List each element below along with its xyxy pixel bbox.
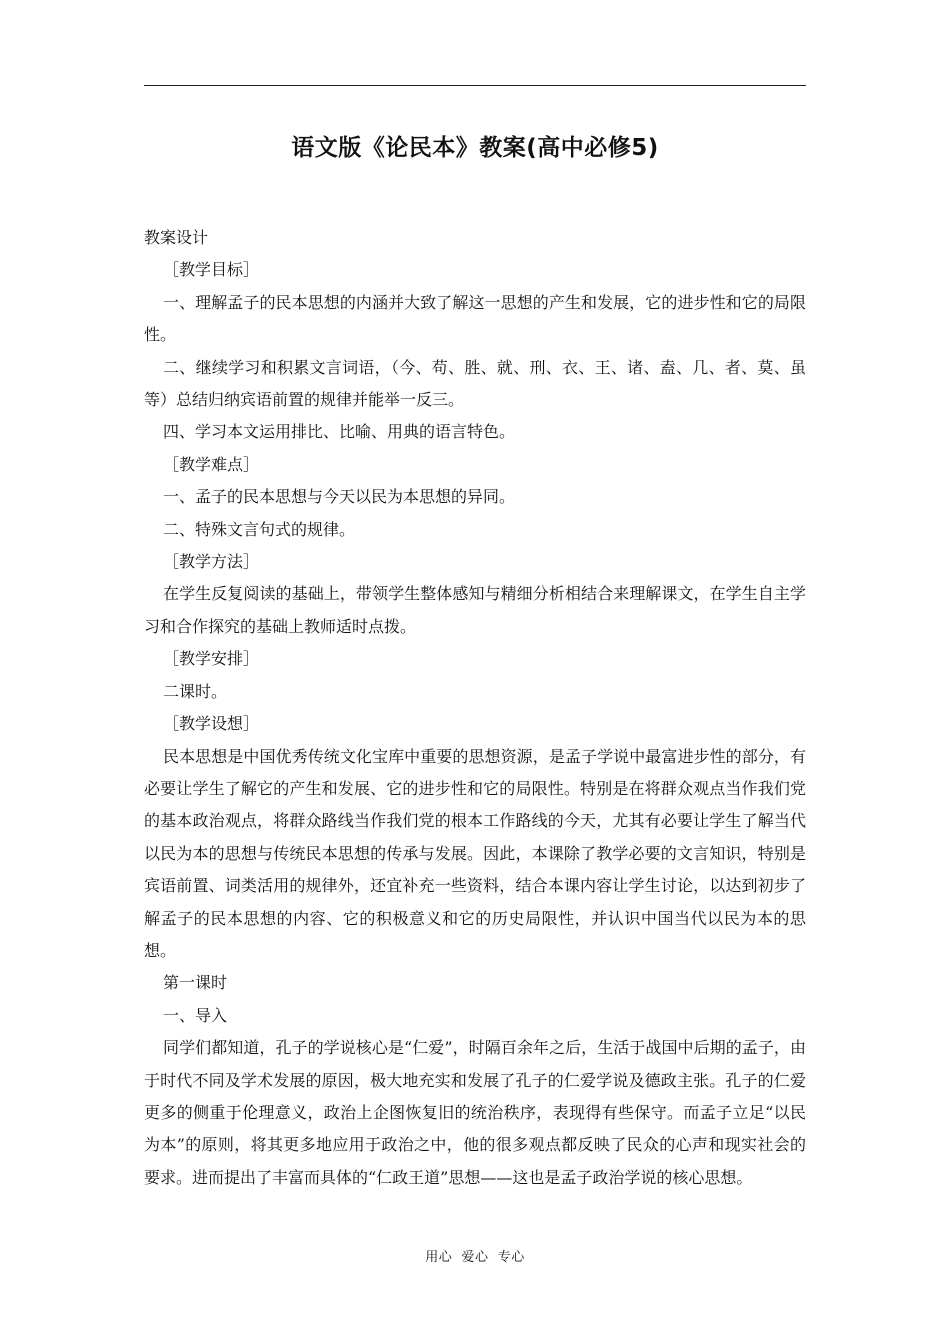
paragraph-intro-heading: 一、导入 xyxy=(163,1005,228,1025)
paragraph-section-heading: 教案设计 xyxy=(144,228,209,247)
paragraph-difficulty-1: 一、孟子的民本思想与今天以民为本思想的异同。 xyxy=(163,487,516,507)
paragraph-difficulty-heading: ［教学难点］ xyxy=(163,454,260,474)
paragraph-intro: 同学们都知道，孔子的学说核心是“仁爱”，时隔百余年之后，生活于战国中后期的孟子，由于时代不同及学术发展的原因，极大地充实和发展了孔子的仁爱学说及德政主张。孔子的仁爱更多的侧重于伦理意义，政治上企图恢复旧的统治秩序，表现得有些保守。而孟子立足“以民为本”的原则，将其更多地应用于政治之中，他的很多观点都反映了民众的心声和现实社会的要求。进而提出了丰富而具体的“仁政王道”思想——这也是孟子政治学说的核心思想。 xyxy=(144,1038,806,1187)
paragraph-schedule: 二课时。 xyxy=(163,681,228,701)
paragraph-schedule-heading: ［教学安排］ xyxy=(163,649,260,669)
document-title: 语文版《论民本》教案(高中必修5) xyxy=(291,135,659,161)
paragraph-method: 在学生反复阅读的基础上，带领学生整体感知与精细分析相结合来理解课文，在学生自主学习和合作探究的基础上教师适时点拨。 xyxy=(144,584,806,636)
paragraph-plan-heading: ［教学设想］ xyxy=(163,714,260,734)
paragraph-goal-1: 一、理解孟子的民本思想的内涵并大致了解这一思想的产生和发展，它的进步性和它的局限性。 xyxy=(144,292,806,345)
paragraph-goals-heading: ［教学目标］ xyxy=(163,260,260,280)
document-body xyxy=(144,222,806,1194)
paragraph-lesson-one: 第一课时 xyxy=(163,973,228,993)
paragraph-goal-2: 二、继续学习和积累文言词语，（今、苟、胜、就、刑、衣、王、诸、盍、几、者、莫、虽等）总结归纳宾语前置的规律并能举一反三。 xyxy=(144,357,806,410)
page-footer: 用心 爱心 专心 xyxy=(425,1250,525,1265)
header-rule xyxy=(144,85,806,86)
paragraph-difficulty-2: 二、特殊文言句式的规律。 xyxy=(163,519,356,539)
paragraph-goal-4: 四、学习本文运用排比、比喻、用典的语言特色。 xyxy=(163,422,516,442)
paragraph-plan: 民本思想是中国优秀传统文化宝库中重要的思想资源，是孟子学说中最富进步性的部分，有必要让学生了解它的产生和发展、它的进步性和它的局限性。特别是在将群众观点当作我们党的基本政治观点，将群众路线当作我们党的根本工作路线的今天，尤其有必要让学生了解当代以民为本的思想与传统民本思想的传承与发展。因此，本课除了教学必要的文言知识，特别是宾语前置、词类活用的规律外，还宜补充一些资料，结合本课内容让学生讨论，以达到初步了解孟子的民本思想的内容、它的积极意义和它的历史局限性，并认识中国当代以民为本的思想。 xyxy=(144,746,806,960)
paragraph-method-heading: ［教学方法］ xyxy=(163,552,260,572)
